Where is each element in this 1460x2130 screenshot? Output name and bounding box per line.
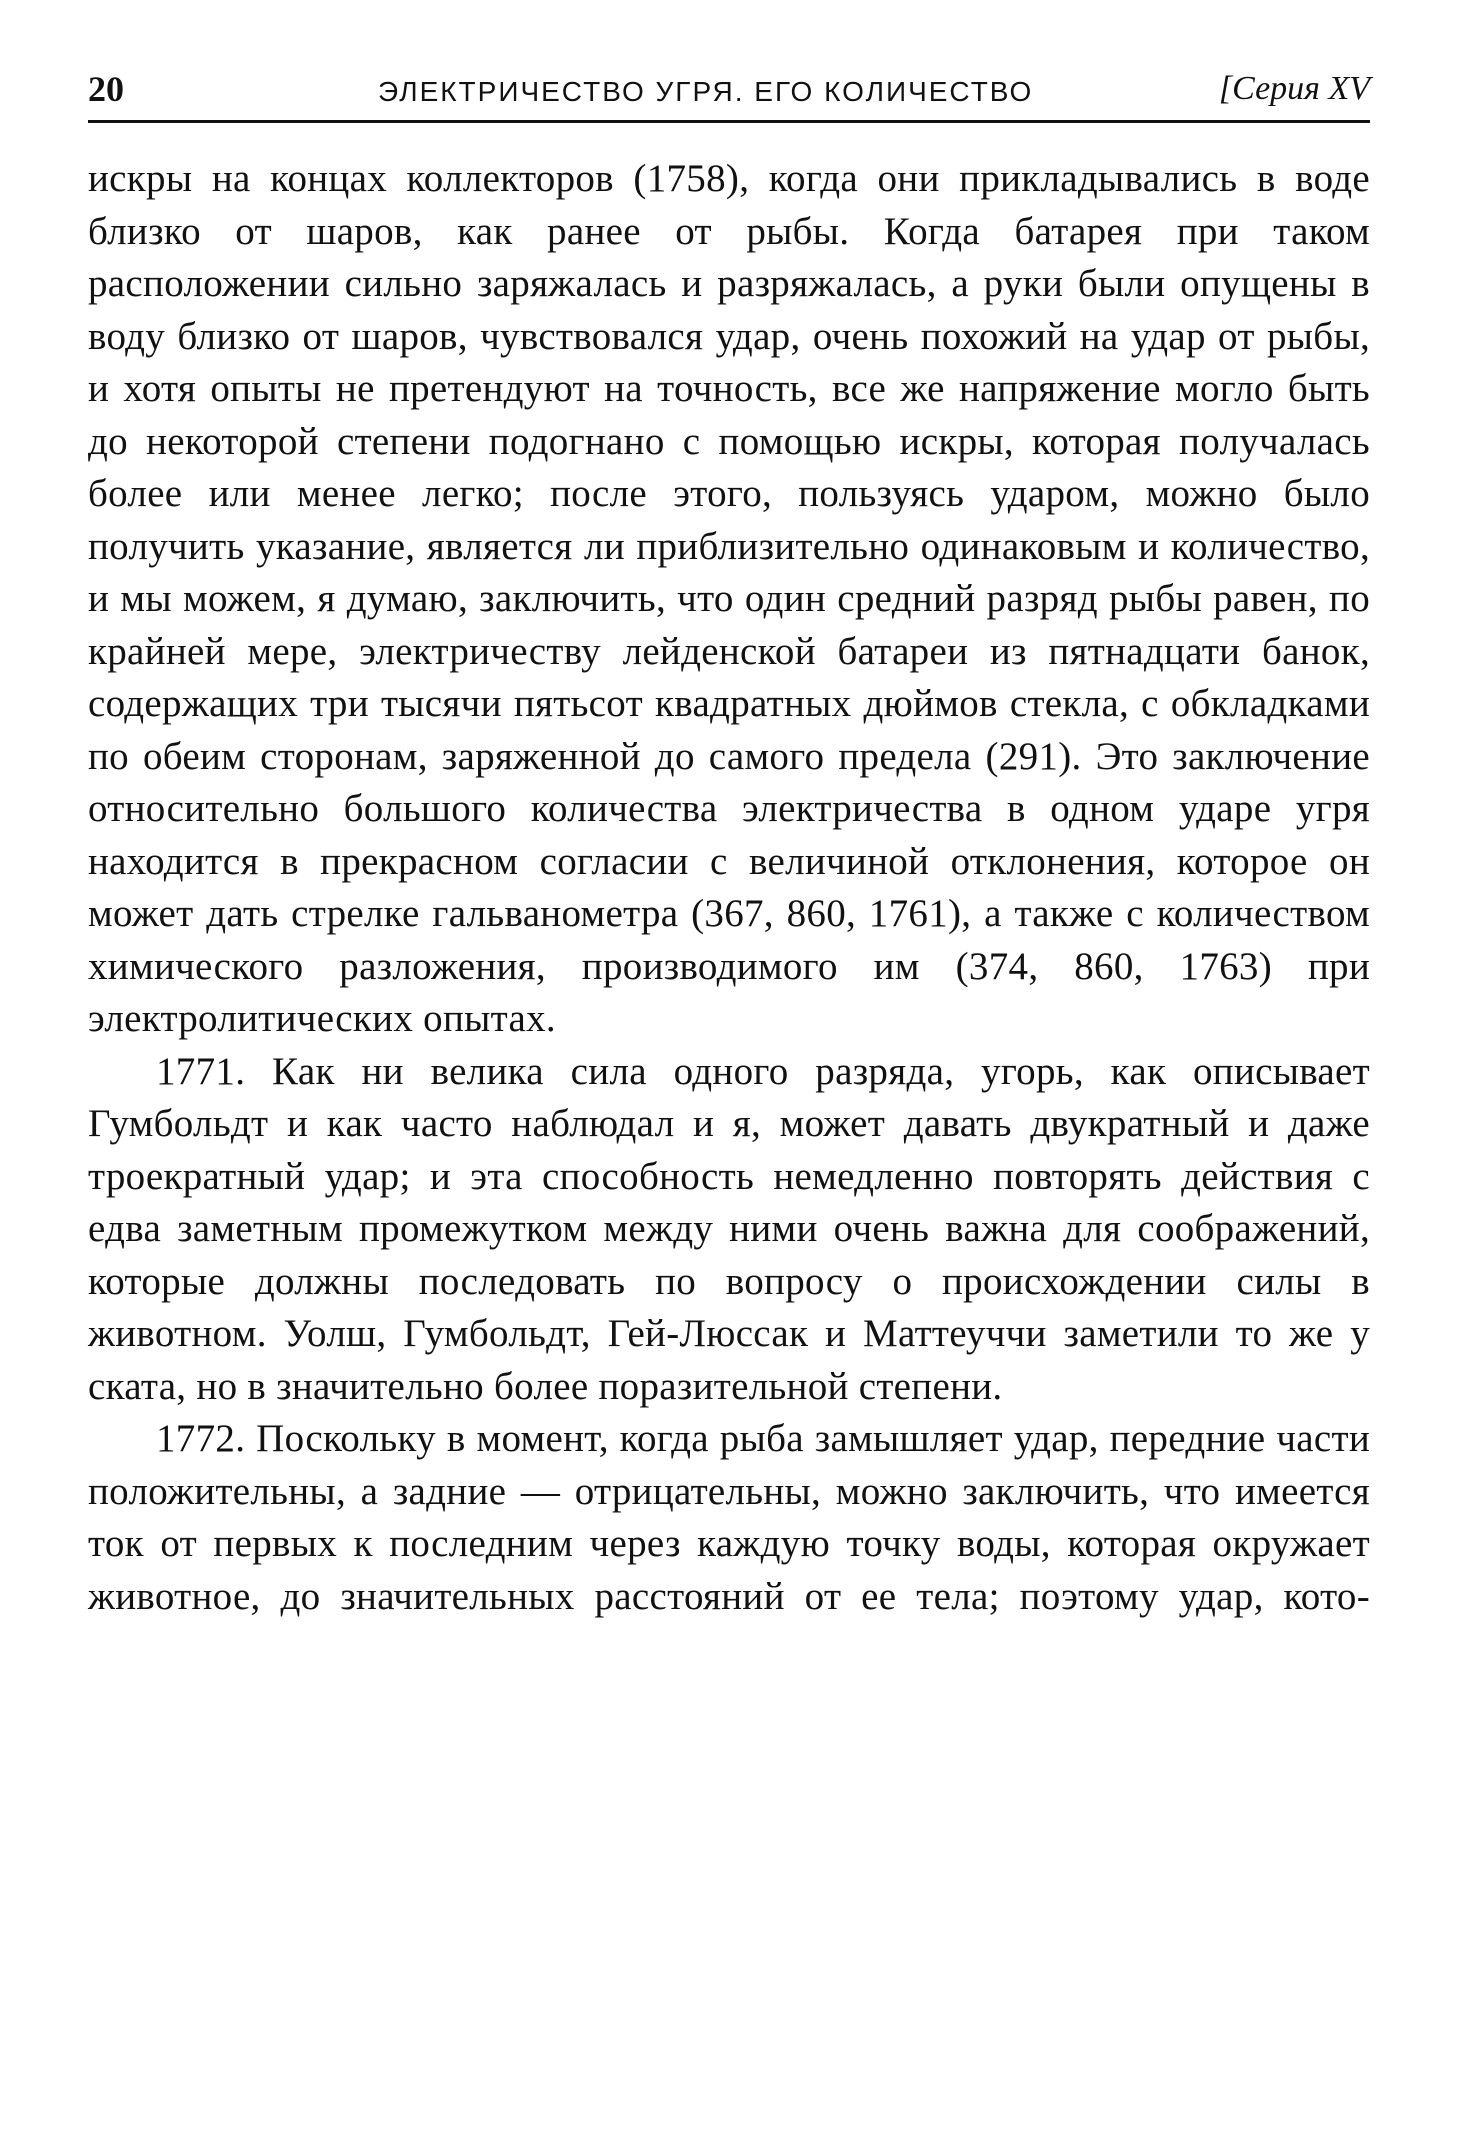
body-text — [88, 153, 1370, 1623]
paragraph-1772: 1772. Поскольку в момент, когда рыба замышляет удар, передние части положительны, а задние — отрицательны, можно заключить, что имеется ток от первых к последним через каждую точку воды, которая окружает животное, до значительных расстояний от ее тела; поэтому удар, кото- — [88, 1417, 1370, 1618]
running-header — [88, 60, 1370, 123]
series-label: [Серия XV — [1218, 70, 1370, 107]
running-title: ЭЛЕКТРИЧЕСТВО УГРЯ. ЕГО КОЛИЧЕСТВО — [378, 76, 1034, 107]
page — [88, 60, 1370, 1623]
page-number: 20 — [88, 69, 124, 109]
paragraph-1771: 1771. Как ни велика сила одного разряда, угорь, как описывает Гумбольдт и как часто наблюдал и я, может давать двукратный и даже троекратный удар; и эта способность немедленно повторять действия с едва заметным промежутком между ними очень важна для соображений, которые должны последовать по вопросу о происхождении силы в животном. Уолш, Гумбольдт, Гей-Люссак и Маттеуччи заметили то же у ската, но в значительно более поразительной степени. — [88, 1049, 1370, 1408]
paragraph-continuation: искры на концах коллекторов (1758), когда они прикладывались в воде близко от шаров, как ранее от рыбы. Когда батарея при таком расположении сильно заряжалась и разряжалась, а руки были опущены в воду близко от шаров, чувствовался удар, очень похожий на удар от рыбы, и хотя опыты не претендуют на точность, все же напряжение могло быть до некоторой степени подогнано с помощью искры, которая получалась более или менее легко; после этого, пользуясь ударом, можно было получить указание, является ли приблизительно одинаковым и количество, и мы можем, я думаю, заключить, что один средний разряд рыбы равен, по крайней мере, электричеству лейденской батареи из пятнадцати банок, содержащих три тысячи пятьсот квадратных дюймов стекла, с обкладками по обеим сторонам, заряженной до самого предела (291). Это заключение относительно большого количества электричества в одном ударе угря находится в прекрасном согласии с величиной отклонения, которое он может дать стрелке гальванометра (367, 860, 1761), а также с количеством химического разложения, производимого им (374, 860, 1763) при электролитических опытах. — [88, 157, 1370, 1040]
